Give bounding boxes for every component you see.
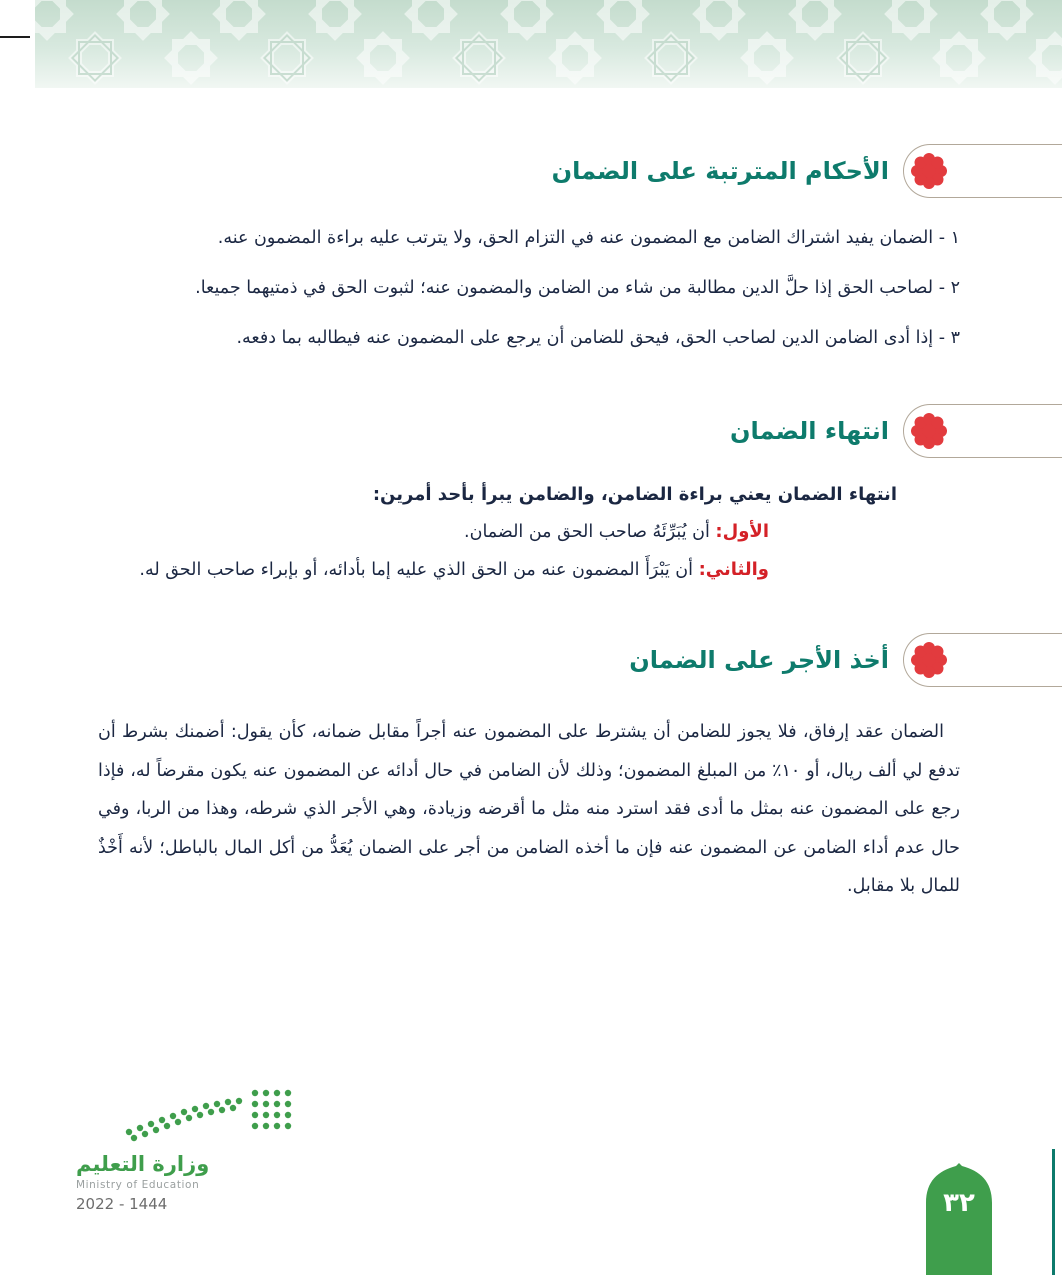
page-number: ٣٢ [943,1188,975,1218]
paragraph: الضمان عقد إرفاق، فلا يجوز للضامن أن يشترط على المضمون عنه أجراً مقابل ضمانه، كأن يقول: أضمنك بشرط أن تدفع لي ألف ريال، أو ١٠٪ من المبلغ المضمون؛ وذلك لأن الضامن في حال أدائه عن المضمون عنه يكون مقرضاً له، فإذا رجع على المضمون عنه بمثل ما أدى فقد استرد منه مثل ما أقرضه وزيادة، وهي الأجر الذي شرطه، وهذا من الربا، وفي حال عدم أداء الضامن عن المضمون عنه فإن ما أخذه الضامن من أجر على الضمان يُعَدُّ من أكل المال بالباطل؛ لأنه أَخْذٌ للمال بلا مقابل. [98,722,960,896]
section-body-rulings [0,222,1062,372]
section-title: انتهاء الضمان [730,417,889,445]
ministry-dotted-logo-icon [121,1088,301,1142]
list-item: ١ - الضمان يفيد اشتراك الضامن مع المضمون عنه في التزام الحق، ولا يترتب عليه براءة المضمون عنه. [217,228,960,248]
trim-mark [0,36,30,38]
page-number-arch [926,1163,992,1275]
point-label: الأول: [715,521,769,542]
enumerated-point [100,551,897,589]
rosette-icon [907,149,951,193]
intro-line: انتهاء الضمان يعني براءة الضامن، والضامن يبرأ بأحد أمرين: [372,484,897,505]
ministry-name-arabic: وزارة التعليم [76,1152,210,1176]
point-label: والثاني: [698,559,769,580]
ministry-brand-block [76,1088,296,1213]
point-text: أن يُبَرِّئَهُ صاحب الحق من الضمان. [464,522,710,542]
enumerated-point [100,513,897,551]
heading-ornament-frame [903,144,1062,198]
section-title: الأحكام المترتبة على الضمان [551,157,889,185]
ministry-name-english: Ministry of Education [76,1179,200,1191]
page-edge-line [1052,1149,1055,1275]
geometric-pattern [35,0,1062,88]
list-item: ٣ - إذا أدى الضامن الدين لصاحب الحق، فيحق للضامن أن يرجع على المضمون عنه فيطالبه بما دفعه. [236,328,960,348]
rosette-icon [907,409,951,453]
heading-ornament-frame [903,404,1062,458]
section-heading-ending [0,404,1062,458]
section-body-ending [0,476,1062,589]
list-item: ٢ - لصاحب الحق إذا حلَّ الدين مطالبة من شاء من الضامن والمضمون عنه؛ لثبوت الحق في ذمتيهما جميعا. [195,278,960,298]
section-body-fee [0,713,1062,906]
section-heading-fee [0,633,1062,687]
decorative-header-band [35,0,1062,88]
section-title: أخذ الأجر على الضمان [629,646,889,674]
heading-ornament-frame [903,633,1062,687]
edition-year: 2022 - 1444 [76,1195,168,1213]
point-text: أن يَبْرَأَ المضمون عنه من الحق الذي عليه إما بأدائه، أو بإبراء صاحب الحق له. [139,560,694,580]
rosette-icon [907,638,951,682]
section-heading-rulings [0,144,1062,198]
